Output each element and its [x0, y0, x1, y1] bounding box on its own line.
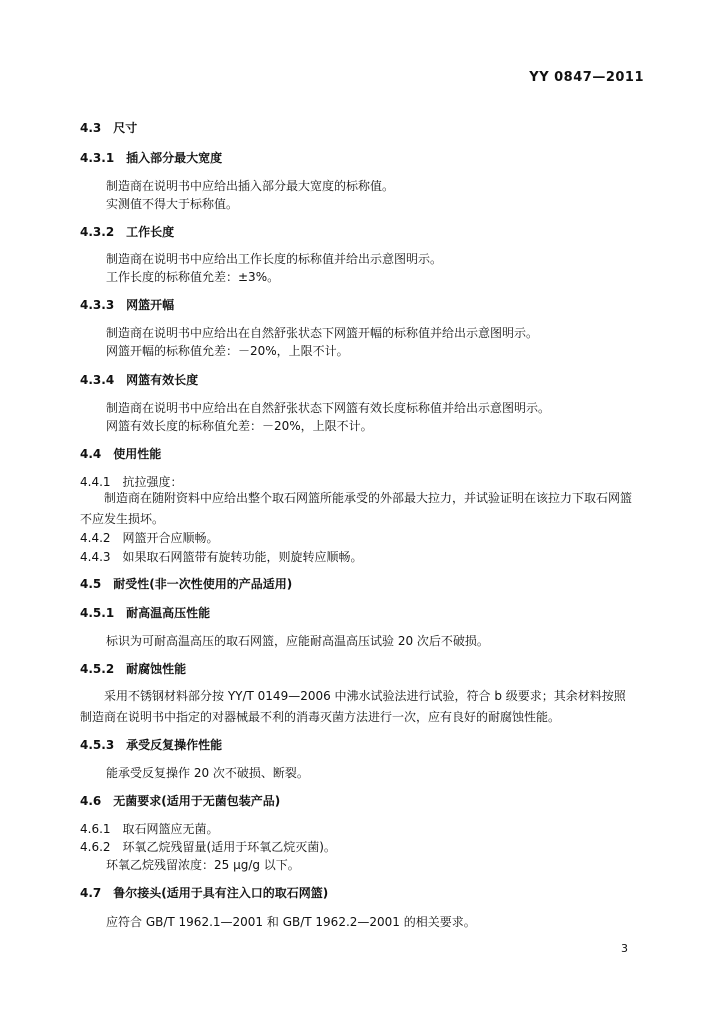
paragraph: 环氧乙烷残留浓度：25 μg/g 以下。: [106, 858, 300, 872]
section-title: 网篮开幅: [126, 298, 175, 312]
paragraph: 制造商在随附资料中应给出整个取石网篮所能承受的外部最大拉力，并试验证明在该拉力下取石网篮不应发生损坏。: [80, 491, 633, 526]
section-title: 使用性能: [113, 447, 162, 461]
section-4-3-heading: [80, 120, 137, 136]
section-number: 4.4.1: [80, 475, 111, 489]
clause-text: 环氧乙烷残留量(适用于环氧乙烷灭菌)。: [122, 840, 336, 854]
section-number: 4.5.1: [80, 606, 115, 620]
section-4-6-heading: [80, 793, 280, 809]
section-number: 4.3.2: [80, 225, 115, 239]
clause-4-4-2: [80, 530, 219, 546]
paragraph: 实测值不得大于标称值。: [106, 197, 239, 211]
section-4-5-1-heading: [80, 605, 210, 621]
paragraph: 制造商在说明书中应给出在自然舒张状态下网篮开幅的标称值并给出示意图明示。: [106, 326, 539, 340]
section-4-3-3-heading: [80, 297, 174, 313]
section-4-5-heading: [80, 576, 292, 592]
paragraph: 能承受反复操作 20 次不破损、断裂。: [106, 766, 309, 780]
section-number: 4.4: [80, 447, 102, 461]
section-number: 4.3.4: [80, 373, 115, 387]
page-number: 3: [621, 942, 628, 955]
paragraph: 采用不锈钢材料部分按 YY/T 0149—2006 中沸水试验法进行试验，符合 b 级要求；其余材料按照制造商在说明书中指定的对器械最不利的消毒灭菌方法进行一次，应有良好的耐腐蚀性能。: [80, 689, 626, 724]
section-4-3-2-heading: [80, 224, 174, 240]
section-title: 耐受性(非一次性使用的产品适用): [113, 577, 293, 591]
section-4-7-heading: [80, 885, 328, 901]
clause-text: 如果取石网篮带有旋转功能，则旋转应顺畅。: [122, 550, 363, 564]
paragraph: 网篮开幅的标称值允差：－20%，上限不计。: [106, 344, 349, 358]
section-title: 网篮有效长度: [126, 373, 199, 387]
section-4-3-4-heading: [80, 372, 198, 388]
section-title: 工作长度: [126, 225, 175, 239]
section-title: 抗拉强度：: [122, 475, 183, 489]
clause-4-6-2: [80, 839, 336, 855]
section-number: 4.5.2: [80, 662, 115, 676]
section-title: 插入部分最大宽度: [126, 151, 223, 165]
section-number: 4.4.2: [80, 531, 111, 545]
section-number: 4.6.2: [80, 840, 111, 854]
section-title: 承受反复操作性能: [126, 738, 223, 752]
paragraph: 制造商在说明书中应给出插入部分最大宽度的标称值。: [106, 179, 395, 193]
section-number: 4.5.3: [80, 738, 115, 752]
section-4-3-1-heading: [80, 150, 222, 166]
section-title: 无菌要求(适用于无菌包装产品): [113, 794, 281, 808]
section-title: 耐高温高压性能: [126, 606, 211, 620]
section-title: 尺寸: [113, 121, 138, 135]
clause-text: 网篮开合应顺畅。: [122, 531, 219, 545]
section-number: 4.6: [80, 794, 102, 808]
section-number: 4.5: [80, 577, 102, 591]
section-4-5-2-heading: [80, 661, 186, 677]
section-number: 4.6.1: [80, 822, 111, 836]
clause-4-6-1: [80, 821, 219, 837]
paragraph: 制造商在说明书中应给出在自然舒张状态下网篮有效长度标称值并给出示意图明示。: [106, 401, 551, 415]
section-title: 鲁尔接头(适用于具有注入口的取石网篮): [113, 886, 329, 900]
section-title: 耐腐蚀性能: [126, 662, 187, 676]
paragraph: 应符合 GB/T 1962.1—2001 和 GB/T 1962.2—2001 的相关要求。: [106, 915, 476, 929]
clause-4-4-3: [80, 549, 363, 565]
paragraph: 制造商在说明书中应给出工作长度的标称值并给出示意图明示。: [106, 252, 443, 266]
paragraph: 工作长度的标称值允差：±3%。: [106, 270, 280, 284]
clause-text: 取石网篮应无菌。: [122, 822, 219, 836]
paragraph: 标识为可耐高温高压的取石网篮，应能耐高温高压试验 20 次后不破损。: [106, 634, 489, 648]
standard-number: YY 0847—2011: [529, 70, 644, 85]
section-4-4-heading: [80, 446, 161, 462]
section-number: 4.4.3: [80, 550, 111, 564]
section-number: 4.7: [80, 886, 102, 900]
section-number: 4.3.1: [80, 151, 115, 165]
section-number: 4.3: [80, 121, 102, 135]
section-4-5-3-heading: [80, 737, 222, 753]
paragraph: 网篮有效长度的标称值允差：－20%，上限不计。: [106, 419, 373, 433]
section-number: 4.3.3: [80, 298, 115, 312]
